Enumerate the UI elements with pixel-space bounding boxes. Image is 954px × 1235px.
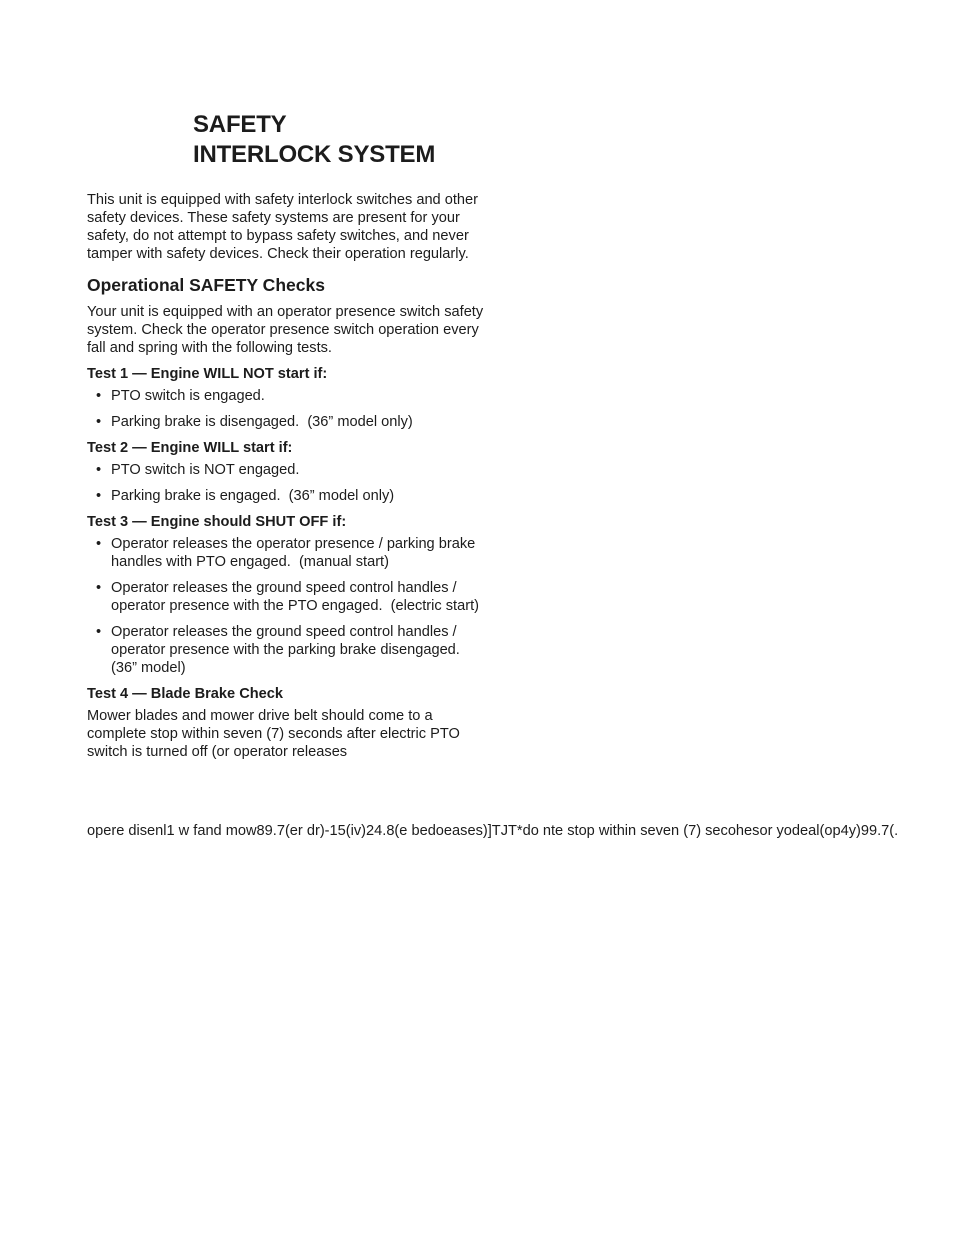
page-title [193, 110, 435, 170]
test-1-heading: Test 1 — Engine WILL NOT start if: [87, 366, 328, 382]
bullet-icon: • [96, 580, 102, 596]
test-3-list [87, 535, 487, 677]
list-item: • PTO switch is engaged. [96, 388, 265, 404]
test-2-heading: Test 2 — Engine WILL start if: [87, 440, 293, 456]
bullet-icon: • [96, 488, 102, 504]
list-item: • Parking brake is engaged. (36” model only) [96, 488, 395, 504]
list-item: • Operator releases the ground speed control handles / operator presence with the parking brake disengaged. (36” model) [96, 624, 464, 676]
bullet-icon: • [96, 536, 102, 552]
bullet-icon: • [96, 388, 102, 404]
list-item: • Parking brake is disengaged. (36” model only) [96, 414, 413, 430]
bullet-icon: • [96, 462, 102, 478]
test-4-heading: Test 4 — Blade Brake Check [87, 686, 284, 702]
page-title-line-2: INTERLOCK SYSTEM [193, 141, 436, 168]
test-2-list [87, 461, 487, 505]
intro-paragraph: This unit is equipped with safety interlock switches and other safety devices. These safety systems are present for your safety, do not attempt to bypass safety switches, and never tamper with safety devices. Check their operation regularly. [87, 192, 478, 262]
checks-intro-paragraph: Your unit is equipped with an operator presence switch safety system. Check the operator presence switch operation every fall and spring with the following tests. [87, 304, 484, 356]
bullet-icon: • [96, 414, 102, 430]
list-item: • PTO switch is NOT engaged. [96, 462, 300, 478]
content-column [87, 191, 487, 761]
list-item: • Operator releases the operator presence / parking brake handles with PTO engaged. (manual start) [96, 536, 476, 570]
garbled-text-line: opere disenl1 w fand mow89.7(er dr)-15(iv)24.8(e bedoeases)]TJT*do nte stop within seven (7) secohesor yodeal(op4y)99.7(. [87, 823, 899, 839]
test-1-list [87, 387, 487, 431]
section-heading: Operational SAFETY Checks [87, 275, 325, 295]
list-item: • Operator releases the ground speed control handles / operator presence with the PTO engaged. (electric start) [96, 580, 480, 614]
page-title-line-1: SAFETY [193, 111, 287, 138]
test-3-heading: Test 3 — Engine should SHUT OFF if: [87, 514, 347, 530]
bullet-icon: • [96, 624, 102, 640]
test-4-paragraph: Mower blades and mower drive belt should come to a complete stop within seven (7) seconds after electric PTO switch is turned off (or operator releases [87, 708, 460, 760]
